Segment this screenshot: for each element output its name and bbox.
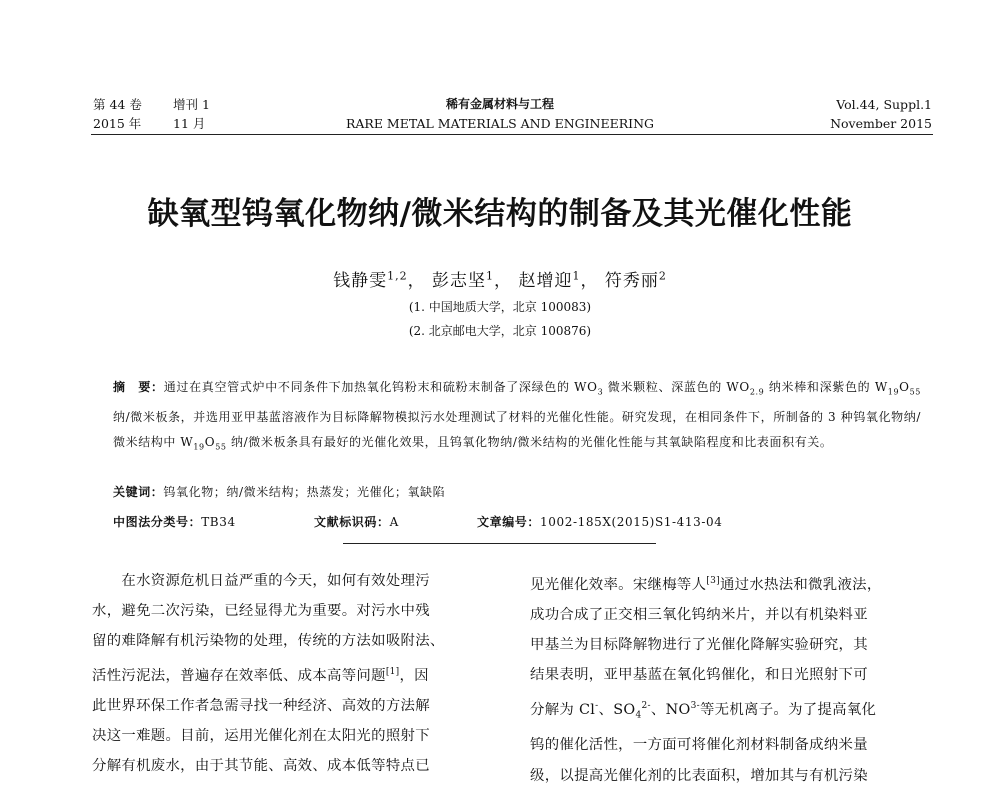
- text-line: 此世界环保工作者急需寻找一种经济、高效的方法解: [92, 697, 430, 714]
- keywords-text: 钨氧化物；纳/微米结构；热蒸发；光催化；氧缺陷: [163, 485, 446, 499]
- subscript: 3: [597, 387, 604, 397]
- journal-name-en: RARE METAL MATERIALS AND ENGINEERING: [345, 116, 655, 131]
- text-line: 决这一难题。目前，运用光催化剂在太阳光的照射下: [92, 727, 430, 744]
- text-line: [92, 657, 484, 691]
- abstract-text: 通过在真空管式炉中不同条件下加热氧化钨粉末和硫粉末制备了深绿色的 WO: [163, 380, 598, 394]
- subscript: 19: [193, 442, 205, 452]
- affiliation: (2. 北京邮电大学，北京 100876): [408, 324, 592, 338]
- body-column-left: [92, 566, 484, 781]
- keywords: [113, 483, 445, 500]
- clc-number: [113, 513, 236, 530]
- header-rule: [91, 134, 933, 135]
- header-right: [830, 95, 932, 133]
- subscript: 19: [887, 387, 900, 397]
- text-line: 结果表明，亚甲基蓝在氧化钨催化，和日光照射下可: [530, 667, 868, 684]
- section-separator: [343, 543, 656, 544]
- text-line: 成功合成了正交相三氧化钨纳米片，并以有机染料亚: [530, 607, 868, 623]
- doc-code: [314, 513, 399, 530]
- text-run: 活性污泥法，普遍存在效率低、成本高等问题: [92, 667, 386, 684]
- citation-ref: [1]: [385, 666, 400, 677]
- text-run: ，因: [399, 667, 429, 684]
- abstract-label: 摘 要：: [113, 380, 164, 394]
- abstract-text: 微米颗粒、深蓝色的 WO: [603, 380, 750, 394]
- text-line: 级，以提高光催化剂的比表面积，增加其与有机污染: [530, 767, 868, 784]
- subscript: 55: [909, 387, 921, 397]
- article-number-label: 文章编号：: [477, 515, 541, 529]
- clc-value: TB34: [201, 515, 236, 529]
- subscript: 55: [215, 442, 227, 452]
- author-list: 钱静雯$^{1,2}$， 彭志坚$^1$， 赵增迎$^1$， 符秀丽$^2$: [333, 269, 667, 291]
- text-line: [530, 691, 922, 731]
- author-affiliation-mark: 2: [658, 269, 667, 283]
- author-affiliation-mark: 1,2: [387, 269, 408, 283]
- subscript: 2.9: [749, 387, 765, 397]
- text-line: 分解有机废水，由于其节能、高效、成本低等特点已: [92, 758, 430, 775]
- text-run: 分解为 Cl: [530, 701, 596, 718]
- affiliation: (1. 中国地质大学，北京 100083): [408, 300, 592, 314]
- citation-ref: [3]: [706, 576, 720, 586]
- abstract: [113, 375, 921, 460]
- text-run: 等无机离子。为了提高氧化: [699, 701, 877, 718]
- doc-code-value: A: [389, 515, 399, 529]
- text-line: 留的难降解有机污染物的处理，传统的方法如吸附法、: [92, 633, 445, 650]
- issue-cn: 增刊 1: [173, 97, 210, 112]
- volume-en: Vol.44, Suppl.1: [836, 97, 932, 112]
- text-line: [530, 566, 922, 600]
- clc-label: 中图法分类号：: [113, 515, 202, 529]
- subscript: 4: [635, 710, 642, 721]
- date-en: November 2015: [830, 116, 932, 131]
- text-run: 、SO: [598, 701, 636, 718]
- year-cn: 2015 年: [93, 116, 142, 131]
- author-name: 符秀丽: [604, 271, 659, 291]
- journal-name-cn: 稀有金属材料与工程: [445, 97, 554, 111]
- author-name: 彭志坚: [432, 271, 487, 291]
- text-run: 见光催化效率。宋继梅等人: [530, 576, 707, 593]
- text-line: 钨的催化活性，一方面可将催化剂材料制备成纳米量: [530, 737, 868, 754]
- superscript: 2-: [641, 700, 651, 711]
- month-cn: 11 月: [173, 116, 206, 131]
- text-line: [92, 566, 484, 596]
- superscript: 3-: [690, 700, 700, 711]
- author-affiliation-mark: 1: [486, 269, 495, 283]
- text-run: 通过水热法和微乳液法，: [719, 576, 882, 593]
- article-number: [477, 513, 723, 530]
- abstract-text: O: [899, 380, 910, 394]
- text-line: 甲基兰为目标降解物进行了光催化降解实验研究，其: [530, 637, 868, 654]
- abstract-text: 纳/微米板条具有最好的光催化效果，且钨氧化物纳/微米结构的光催化性能与其氧缺陷程度和比表面积有关。: [226, 435, 833, 450]
- paper-title: 缺氧型钨氧化物纳/微米结构的制备及其光催化性能: [147, 196, 853, 232]
- abstract-text: 纳米棒和深紫色的 W: [764, 380, 888, 394]
- body-column-right: [530, 566, 922, 791]
- author-affiliation-mark: 1: [572, 269, 581, 283]
- text-line: 水，避免二次污染，已经显得尤为重要。对污水中残: [92, 603, 430, 620]
- keywords-label: 关键词：: [113, 485, 164, 499]
- article-number-value: 1002-185X(2015)S1-413-04: [540, 515, 723, 529]
- volume-cn: 第 44 卷: [93, 97, 142, 112]
- abstract-text: 纳/微米板条，并选用亚甲基蓝溶液作为目标降解物模拟污水处理测试了材料的光催化性能。研究发现，在相同条件下，所制备的 3 种钨氧化物纳/微米结构中 W: [113, 409, 921, 450]
- text-run: 、NO: [650, 701, 691, 718]
- doc-code-label: 文献标识码：: [314, 515, 390, 529]
- author-name: 钱静雯: [333, 271, 388, 291]
- author-name: 赵增迎: [518, 271, 573, 291]
- superscript: -: [595, 700, 599, 711]
- text-run: 在水资源危机日益严重的今天，如何有效处理污: [121, 573, 430, 589]
- abstract-text: O: [204, 435, 216, 450]
